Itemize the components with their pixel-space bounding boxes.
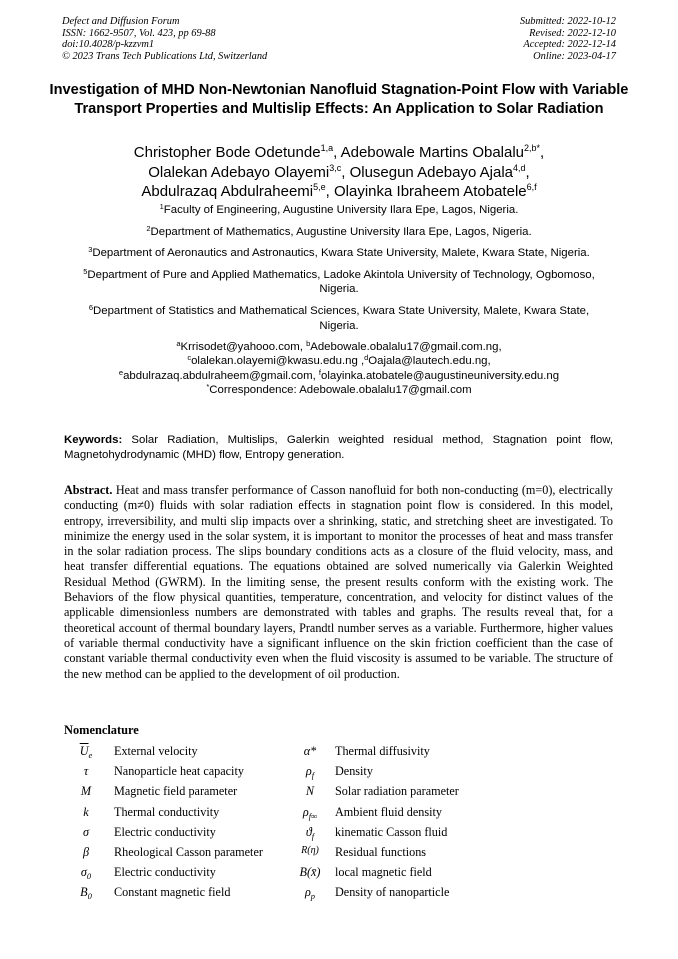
nomenclature-description: Density [335, 764, 373, 779]
abstract-label: Abstract. [64, 483, 113, 497]
author-sup: 5,e [313, 182, 326, 192]
email-link[interactable]: abdulrazaq.abdulraheem@gmail.com, [123, 369, 319, 382]
nomenclature-description: Constant magnetic field [114, 885, 231, 900]
copyright-line: © 2023 Trans Tech Publications Ltd, Switzerland [62, 50, 268, 62]
submitted-date: Submitted: 2022-10-12 [519, 16, 616, 27]
email-sup: * [206, 381, 210, 391]
nomenclature-symbol: σ [82, 824, 89, 839]
nomenclature-description: kinematic Casson fluid [335, 824, 448, 839]
symbol-sub: f∞ [308, 810, 318, 821]
affiliation-text: Department of Statistics and Mathematical Sciences, Kwara State University, Malete, Kwara State, Nigeria. [93, 304, 590, 332]
symbol-main: B [80, 885, 88, 900]
author-name: Adebowale Martins Obalalu [340, 144, 525, 161]
email-link[interactable]: olalekan.olayemi@kwasu.edu.ng , [191, 355, 365, 368]
author-sup: 3,c [329, 162, 342, 173]
nomenclature-symbol: M [80, 784, 92, 799]
journal-header [62, 16, 267, 62]
symbol-sub: f [311, 830, 315, 841]
nomenclature-description: Solar radiation parameter [335, 784, 459, 799]
nomenclature-description: Thermal conductivity [114, 804, 220, 819]
nomenclature-description: External velocity [114, 744, 198, 758]
nomenclature-description: Ambient fluid density [335, 804, 442, 819]
accepted-date: Accepted: 2022-12-14 [523, 39, 616, 51]
nomenclature-row [64, 782, 624, 802]
nomenclature-row [64, 863, 624, 883]
author-sup: 4,d [513, 162, 526, 173]
email-sup: f [318, 367, 322, 377]
email-sup: b [306, 339, 311, 349]
nomenclature-description: local magnetic field [335, 865, 432, 880]
nomenclature-symbol [72, 885, 100, 901]
affiliation-sup: 1 [159, 202, 164, 211]
nomenclature-row [64, 742, 624, 762]
correspondence-email[interactable]: Correspondence: Adebowale.obalalu17@gmail.com [209, 383, 472, 396]
symbol-main: $\overline{U}$ [79, 744, 89, 758]
paper-title: Investigation of MHD Non-Newtonian Nanofluid Stagnation-Point Flow with Variable Transport Properties and Multislip Effects: An Application to Solar Radiation [49, 82, 629, 117]
author-sup: 1,a [320, 143, 334, 153]
nomenclature-description: Electric conductivity [114, 824, 216, 839]
symbol-sub: 0 [87, 891, 92, 902]
author-name: Christopher Bode Odetunde [133, 144, 321, 161]
email-link[interactable]: Oajala@lautech.edu.ng, [368, 355, 491, 368]
nomenclature-symbol: α* [303, 744, 317, 758]
revised-date: Revised: 2022-12-10 [529, 27, 616, 39]
affiliation-text: Department of Pure and Applied Mathematics, Ladoke Akintola University of Technology, Ogbomoso, Nigeria. [87, 268, 595, 296]
email-link[interactable]: Krrisodet@yahooo.com, [180, 341, 307, 354]
email-list [74, 340, 604, 397]
nomenclature-symbol [72, 744, 100, 760]
abstract-section [64, 483, 613, 682]
affiliation [74, 246, 604, 261]
nomenclature-symbol [292, 764, 328, 780]
symbol-sub: p [310, 891, 316, 902]
nomenclature-description: Residual functions [335, 844, 427, 859]
nomenclature-symbol: τ [83, 764, 89, 779]
affiliation [74, 268, 604, 297]
author-name: Olalekan Adebayo Olayemi [148, 163, 330, 181]
nomenclature-symbol: k [83, 804, 89, 819]
email-sup: a [176, 339, 181, 349]
nomenclature-symbol: N [305, 784, 315, 799]
symbol-sub: f [311, 770, 315, 781]
symbol-sub: 0 [86, 871, 92, 882]
nomenclature-description: Rheological Casson parameter [114, 844, 263, 859]
symbol-main: ρ [302, 804, 309, 819]
nomenclature-description: Magnetic field parameter [114, 784, 238, 799]
nomenclature-row [64, 762, 624, 782]
symbol-main: σ [80, 865, 87, 880]
keywords-section [64, 433, 613, 462]
nomenclature-row [64, 843, 624, 863]
nomenclature-symbol [292, 805, 328, 821]
nomenclature-symbol [292, 825, 328, 841]
affiliation-sup: 5 [83, 266, 88, 276]
affiliation-sup: 6 [88, 302, 94, 312]
nomenclature-description: Density of nanoparticle [335, 885, 450, 900]
affiliation-sup: 2 [146, 223, 151, 233]
symbol-main: ρ [305, 764, 312, 779]
affiliation [74, 203, 604, 218]
author-sup: 2,b* [524, 143, 541, 153]
affiliation-text: Department of Mathematics, Augustine University Ilara Epe, Lagos, Nigeria. [150, 225, 532, 238]
nomenclature-table [64, 742, 624, 904]
nomenclature-row [64, 823, 624, 843]
author-name: Abdulrazaq Abdulraheemi [141, 183, 314, 200]
keywords-text: Solar Radiation, Multislips, Galerkin weighted residual method, Stagnation point flow, Magnetohydrodynamic (MHD) flow, Entropy generation. [64, 434, 613, 461]
email-sup: e [118, 367, 124, 377]
issn-line: ISSN: 1662-9507, Vol. 423, pp 69-88 [62, 27, 216, 39]
symbol-main: ρ [304, 885, 311, 900]
keywords-label: Keywords: [64, 434, 123, 446]
nomenclature-symbol [72, 865, 100, 881]
email-link[interactable]: olayinka.atobatele@augustineuniversity.edu.ng [321, 369, 560, 382]
author-sup: 6,f [526, 182, 537, 192]
nomenclature-row [64, 883, 624, 903]
affiliation-text: Department of Aeronautics and Astronautics, Kwara State University, Malete, Kwara State, Nigeria. [92, 247, 590, 260]
nomenclature-symbol: R(η) [301, 844, 319, 856]
email-link[interactable]: Adebowale.obalalu17@gmail.com.ng, [310, 341, 502, 354]
journal-name: Defect and Diffusion Forum [62, 16, 180, 27]
author-name: Olusegun Adebayo Ajala [349, 163, 514, 181]
nomenclature-description: Nanoparticle heat capacity [114, 764, 244, 779]
affiliation [74, 225, 604, 240]
nomenclature-symbol [292, 885, 328, 901]
affiliation-sup: 3 [88, 245, 93, 255]
affiliation-text: Faculty of Engineering, Augustine University Ilara Epe, Lagos, Nigeria. [163, 204, 519, 216]
symbol-sub: e [88, 750, 93, 760]
doi-line: doi:10.4028/p-kzzvm1 [62, 39, 155, 51]
nomenclature-description: Electric conductivity [114, 865, 216, 880]
online-date: Online: 2023-04-17 [533, 50, 616, 62]
abstract-text: Heat and mass transfer performance of Casson nanofluid for both non-conducting (m=0), electrically conducting (m≠0) fluids with solar radiation effects in stagnation point flow is considered. In this model, entropy, irreversibility, and multi slip impacts over a shrinking, static, and stretching sheet are investigated. To minimize the energy used in the solar system, it is important to monitor the processes of heat and mass transfer in the solar radiation process. The slips boundary conditions acts as a closure of the fluid velocity, mass, and heat transfer differential equations. The equations obtained are solved numerically via Galerkin Weighted Residual Method (GWRM). In the limiting sense, the present results conform with the existing work. The Behaviors of the flow physical quantities, temperature, concentration, and velocity for distinct values of the applicable dimensionless numbers are demonstrated with tables and graphs. The results reveal that, for a theoretical account of thermal boundary layers, Prandtl number serves as a variable. Furthermore, higher values of variable thermal conductivity have a significant influence on the skin friction coefficient than the case of constant variable thermal conductivity even when the fluid viscosity is assumed to be variable. The structure of the new method can be applied to the development of oil production. [64, 483, 613, 681]
nomenclature-heading: Nomenclature [64, 723, 139, 737]
email-sup: c [187, 353, 192, 363]
nomenclature-symbol: B(x̄) [299, 865, 321, 880]
author-list: Christopher Bode Odetunde$^{1,a}$, Adebowale Martins Obalalu$^{2,b*}$, Olalekan Adebayo Olayemi$^{3,c}$, Olusegun Adebayo Ajala$^{4,d}$, Abdulrazaq Abdulraheemi$^{5,e}$, Olayinka Ibraheem Atobatele$^{6,f}$ [133, 143, 545, 200]
dates-header [520, 16, 616, 62]
author-name: Olayinka Ibraheem Atobatele [334, 183, 527, 200]
email-sup: d [364, 353, 369, 363]
symbol-main: ϑ [305, 824, 312, 839]
nomenclature-row [64, 803, 624, 823]
nomenclature-description: Thermal diffusivity [335, 744, 430, 758]
nomenclature-symbol: β [82, 844, 90, 859]
affiliation-list [74, 203, 604, 397]
affiliation [74, 304, 604, 333]
